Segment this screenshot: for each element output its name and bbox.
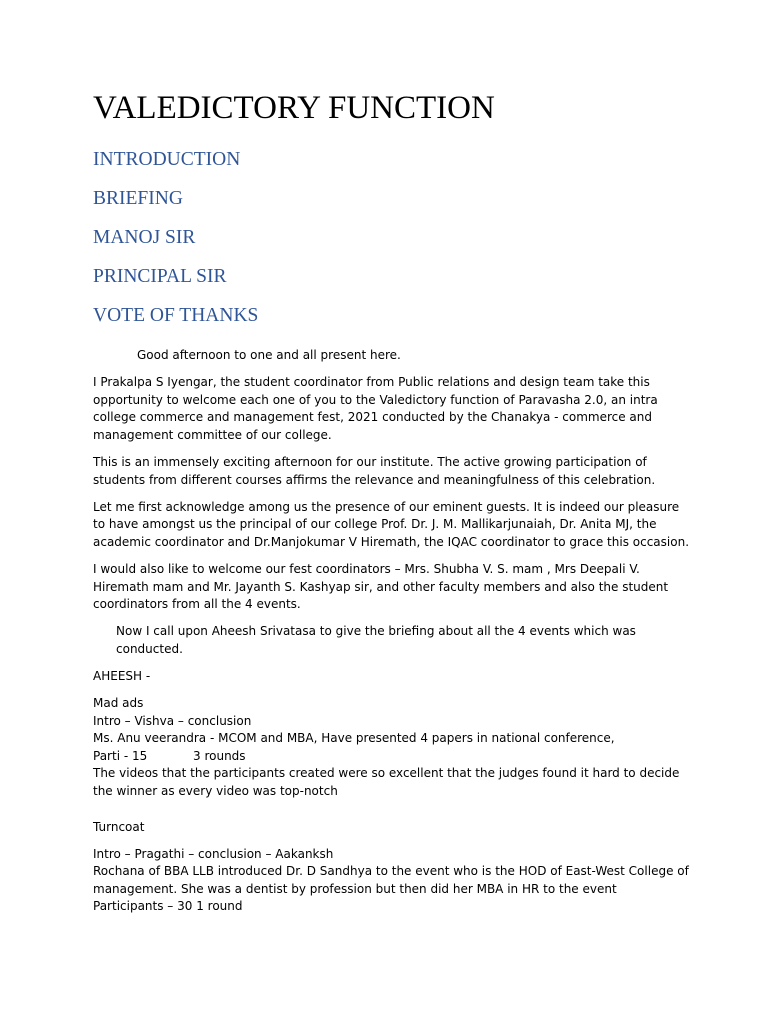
agenda-item: VOTE OF THANKS	[93, 305, 259, 326]
rounds-count: 3 rounds	[193, 748, 246, 763]
afternoon-paragraph: This is an immensely exciting afternoon for our institute. The active growing participation of students from different courses affirms the relevance and meaningfulness of this celebration.	[93, 454, 656, 487]
speech-body	[93, 347, 693, 916]
event-note: Rochana of BBA LLB introduced Dr. D Sandhya to the event who is the HOD of East-West College of management. She was a dentist by profession but then did her MBA in HR to the event	[93, 864, 689, 896]
briefing-paragraph: Now I call upon Aheesh Srivatasa to give the briefing about all the 4 events which was conducted.	[116, 624, 636, 656]
mad-ads-section	[93, 695, 693, 801]
greeting-paragraph: Good afternoon to one and all present here.	[137, 348, 401, 362]
page-title: VALEDICTORY FUNCTION	[93, 90, 495, 126]
event-participants: Participants – 30 1 round	[93, 899, 243, 914]
event-judge: Ms. Anu veerandra - MCOM and MBA, Have presented 4 papers in national conference,	[93, 731, 615, 746]
agenda-item: MANOJ SIR	[93, 227, 196, 248]
agenda-item: PRINCIPAL SIR	[93, 266, 227, 287]
agenda-item: BRIEFING	[93, 188, 183, 209]
event-participants	[93, 748, 693, 766]
event-name: Turncoat	[93, 819, 145, 834]
welcome-paragraph: I Prakalpa S Iyengar, the student coordinator from Public relations and design team take this opportunity to welcome each one of you to the Valedictory function of Paravasha 2.0, an intra college commerce and management fest, 2021 conducted by the Chanakya - commerce and management committee of our college.	[93, 375, 658, 442]
event-intro: Intro – Pragathi – conclusion – Aakanksh	[93, 846, 334, 861]
agenda-item: INTRODUCTION	[93, 149, 241, 170]
turncoat-section	[93, 819, 693, 916]
agenda-list	[93, 140, 258, 335]
event-name: Mad ads	[93, 696, 144, 710]
event-note: The videos that the participants created were so excellent that the judges found it hard to decide the winner as every video was top-notch	[93, 766, 680, 798]
guests-paragraph: Let me first acknowledge among us the presence of our eminent guests. It is indeed our pleasure to have amongst us the principal of our college Prof. Dr. J. M. Mallikarjunaiah, Dr. Anita MJ, the academic coordinator and Dr.Manjokumar V Hiremath, the IQAC coordinator to grace this occasion.	[93, 499, 690, 549]
coordinators-paragraph: I would also like to welcome our fest coordinators – Mrs. Shubha V. S. mam , Mrs Deepali V. Hiremath mam and Mr. Jayanth S. Kashyap sir, and other faculty members and also the student coordinators from all the 4 events.	[93, 561, 669, 612]
aheesh-label: AHEESH -	[93, 668, 151, 683]
participants-count: Parti - 15	[93, 748, 148, 763]
event-intro: Intro – Vishva – conclusion	[93, 713, 252, 728]
